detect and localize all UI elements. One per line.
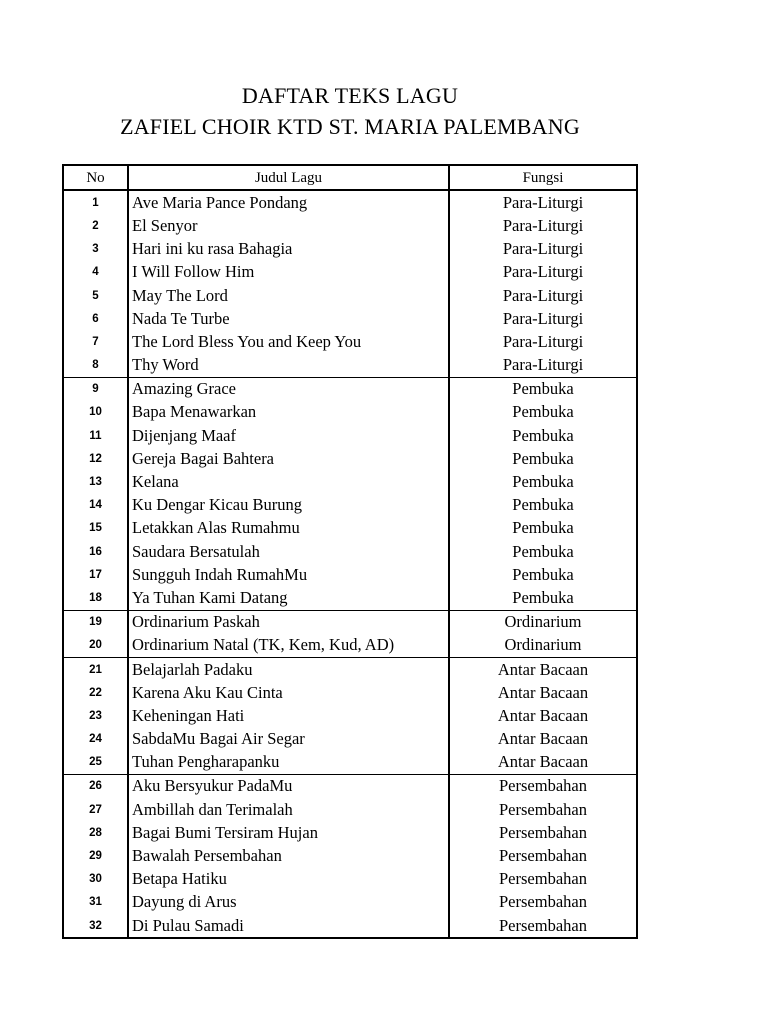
table-row [63,844,637,867]
song-title: Gereja Bagai Bahtera [128,447,449,470]
song-title: Ku Dengar Kicau Burung [128,494,449,517]
table-row [63,728,637,751]
table-row [63,681,637,704]
song-function: Pembuka [449,447,637,470]
song-function: Antar Bacaan [449,681,637,704]
song-function: Pembuka [449,377,637,401]
document-title [0,80,700,142]
song-title: Nada Te Turbe [128,307,449,330]
table-row [63,284,637,307]
song-number: 1 [63,190,128,214]
song-title: Bagai Bumi Tersiram Hujan [128,821,449,844]
song-function: Antar Bacaan [449,657,637,681]
table-row [63,798,637,821]
table-row [63,774,637,798]
song-title: Bawalah Persembahan [128,844,449,867]
song-number: 25 [63,751,128,775]
song-function: Para-Liturgi [449,238,637,261]
song-title: Betapa Hatiku [128,868,449,891]
song-function: Persembahan [449,774,637,798]
song-function: Para-Liturgi [449,307,637,330]
song-function: Persembahan [449,914,637,938]
table-row [63,494,637,517]
song-title: Keheningan Hati [128,704,449,727]
song-number: 19 [63,610,128,634]
song-title: El Senyor [128,214,449,237]
song-function: Ordinarium [449,634,637,658]
table-row [63,238,637,261]
song-number: 21 [63,657,128,681]
table-row [63,868,637,891]
song-number: 29 [63,844,128,867]
song-title: Ambillah dan Terimalah [128,798,449,821]
table-row [63,891,637,914]
song-number: 26 [63,774,128,798]
song-title: Amazing Grace [128,377,449,401]
song-function: Para-Liturgi [449,214,637,237]
song-function: Para-Liturgi [449,354,637,378]
table-row [63,307,637,330]
song-title: Aku Bersyukur PadaMu [128,774,449,798]
song-function: Pembuka [449,517,637,540]
table-row [63,424,637,447]
song-function: Pembuka [449,470,637,493]
column-header-function: Fungsi [449,165,637,190]
song-title: Saudara Bersatulah [128,540,449,563]
table-row [63,214,637,237]
song-title: Tuhan Pengharapanku [128,751,449,775]
table-row [63,586,637,610]
song-number: 28 [63,821,128,844]
title-line-1: DAFTAR TEKS LAGU [241,83,459,108]
song-number: 11 [63,424,128,447]
song-function: Pembuka [449,401,637,424]
table-body [63,190,637,938]
song-number: 16 [63,540,128,563]
song-number: 7 [63,330,128,353]
table-row [63,540,637,563]
song-number: 5 [63,284,128,307]
song-number: 32 [63,914,128,938]
song-function: Antar Bacaan [449,751,637,775]
song-function: Pembuka [449,424,637,447]
song-function: Para-Liturgi [449,330,637,353]
song-title: Ordinarium Natal (TK, Kem, Kud, AD) [128,634,449,658]
song-title: Kelana [128,470,449,493]
song-function: Pembuka [449,563,637,586]
song-title: Di Pulau Samadi [128,914,449,938]
song-number: 4 [63,261,128,284]
table-row [63,354,637,378]
song-number: 27 [63,798,128,821]
song-function: Ordinarium [449,610,637,634]
song-title: Ave Maria Pance Pondang [128,190,449,214]
song-number: 24 [63,728,128,751]
song-number: 2 [63,214,128,237]
song-number: 9 [63,377,128,401]
song-number: 13 [63,470,128,493]
song-title: SabdaMu Bagai Air Segar [128,728,449,751]
table-row [63,821,637,844]
table-row [63,401,637,424]
table-row [63,377,637,401]
table-row [63,704,637,727]
song-number: 15 [63,517,128,540]
song-function: Pembuka [449,586,637,610]
song-function: Pembuka [449,494,637,517]
song-title: May The Lord [128,284,449,307]
song-title: Karena Aku Kau Cinta [128,681,449,704]
song-number: 8 [63,354,128,378]
song-number: 18 [63,586,128,610]
table-row [63,610,637,634]
song-number: 6 [63,307,128,330]
table-row [63,470,637,493]
table-row [63,261,637,284]
song-title: Belajarlah Padaku [128,657,449,681]
table-row [63,657,637,681]
song-list-table [62,164,638,939]
table-row [63,914,637,938]
song-function: Antar Bacaan [449,728,637,751]
song-function: Pembuka [449,540,637,563]
song-function: Persembahan [449,844,637,867]
song-number: 30 [63,868,128,891]
song-number: 14 [63,494,128,517]
song-title: The Lord Bless You and Keep You [128,330,449,353]
song-function: Antar Bacaan [449,704,637,727]
song-function: Persembahan [449,891,637,914]
song-number: 3 [63,238,128,261]
song-title: Ya Tuhan Kami Datang [128,586,449,610]
song-number: 10 [63,401,128,424]
song-number: 20 [63,634,128,658]
song-title: Thy Word [128,354,449,378]
song-function: Persembahan [449,798,637,821]
table-row [63,563,637,586]
song-title: Ordinarium Paskah [128,610,449,634]
song-function: Persembahan [449,868,637,891]
song-number: 31 [63,891,128,914]
column-header-title: Judul Lagu [128,165,449,190]
song-function: Persembahan [449,821,637,844]
song-number: 22 [63,681,128,704]
song-title: Letakkan Alas Rumahmu [128,517,449,540]
table-row [63,447,637,470]
song-title: Bapa Menawarkan [128,401,449,424]
song-function: Para-Liturgi [449,261,637,284]
song-function: Para-Liturgi [449,190,637,214]
song-title: Dijenjang Maaf [128,424,449,447]
table-row [63,330,637,353]
table-row [63,634,637,658]
song-title: Hari ini ku rasa Bahagia [128,238,449,261]
song-number: 12 [63,447,128,470]
song-function: Para-Liturgi [449,284,637,307]
table-header-row [63,165,637,190]
song-title: Sungguh Indah RumahMu [128,563,449,586]
song-number: 23 [63,704,128,727]
table-row [63,751,637,775]
song-title: Dayung di Arus [128,891,449,914]
title-line-2: ZAFIEL CHOIR KTD ST. MARIA PALEMBANG [120,114,580,139]
table-row [63,517,637,540]
song-number: 17 [63,563,128,586]
column-header-no: No [63,165,128,190]
song-title: I Will Follow Him [128,261,449,284]
table-row [63,190,637,214]
